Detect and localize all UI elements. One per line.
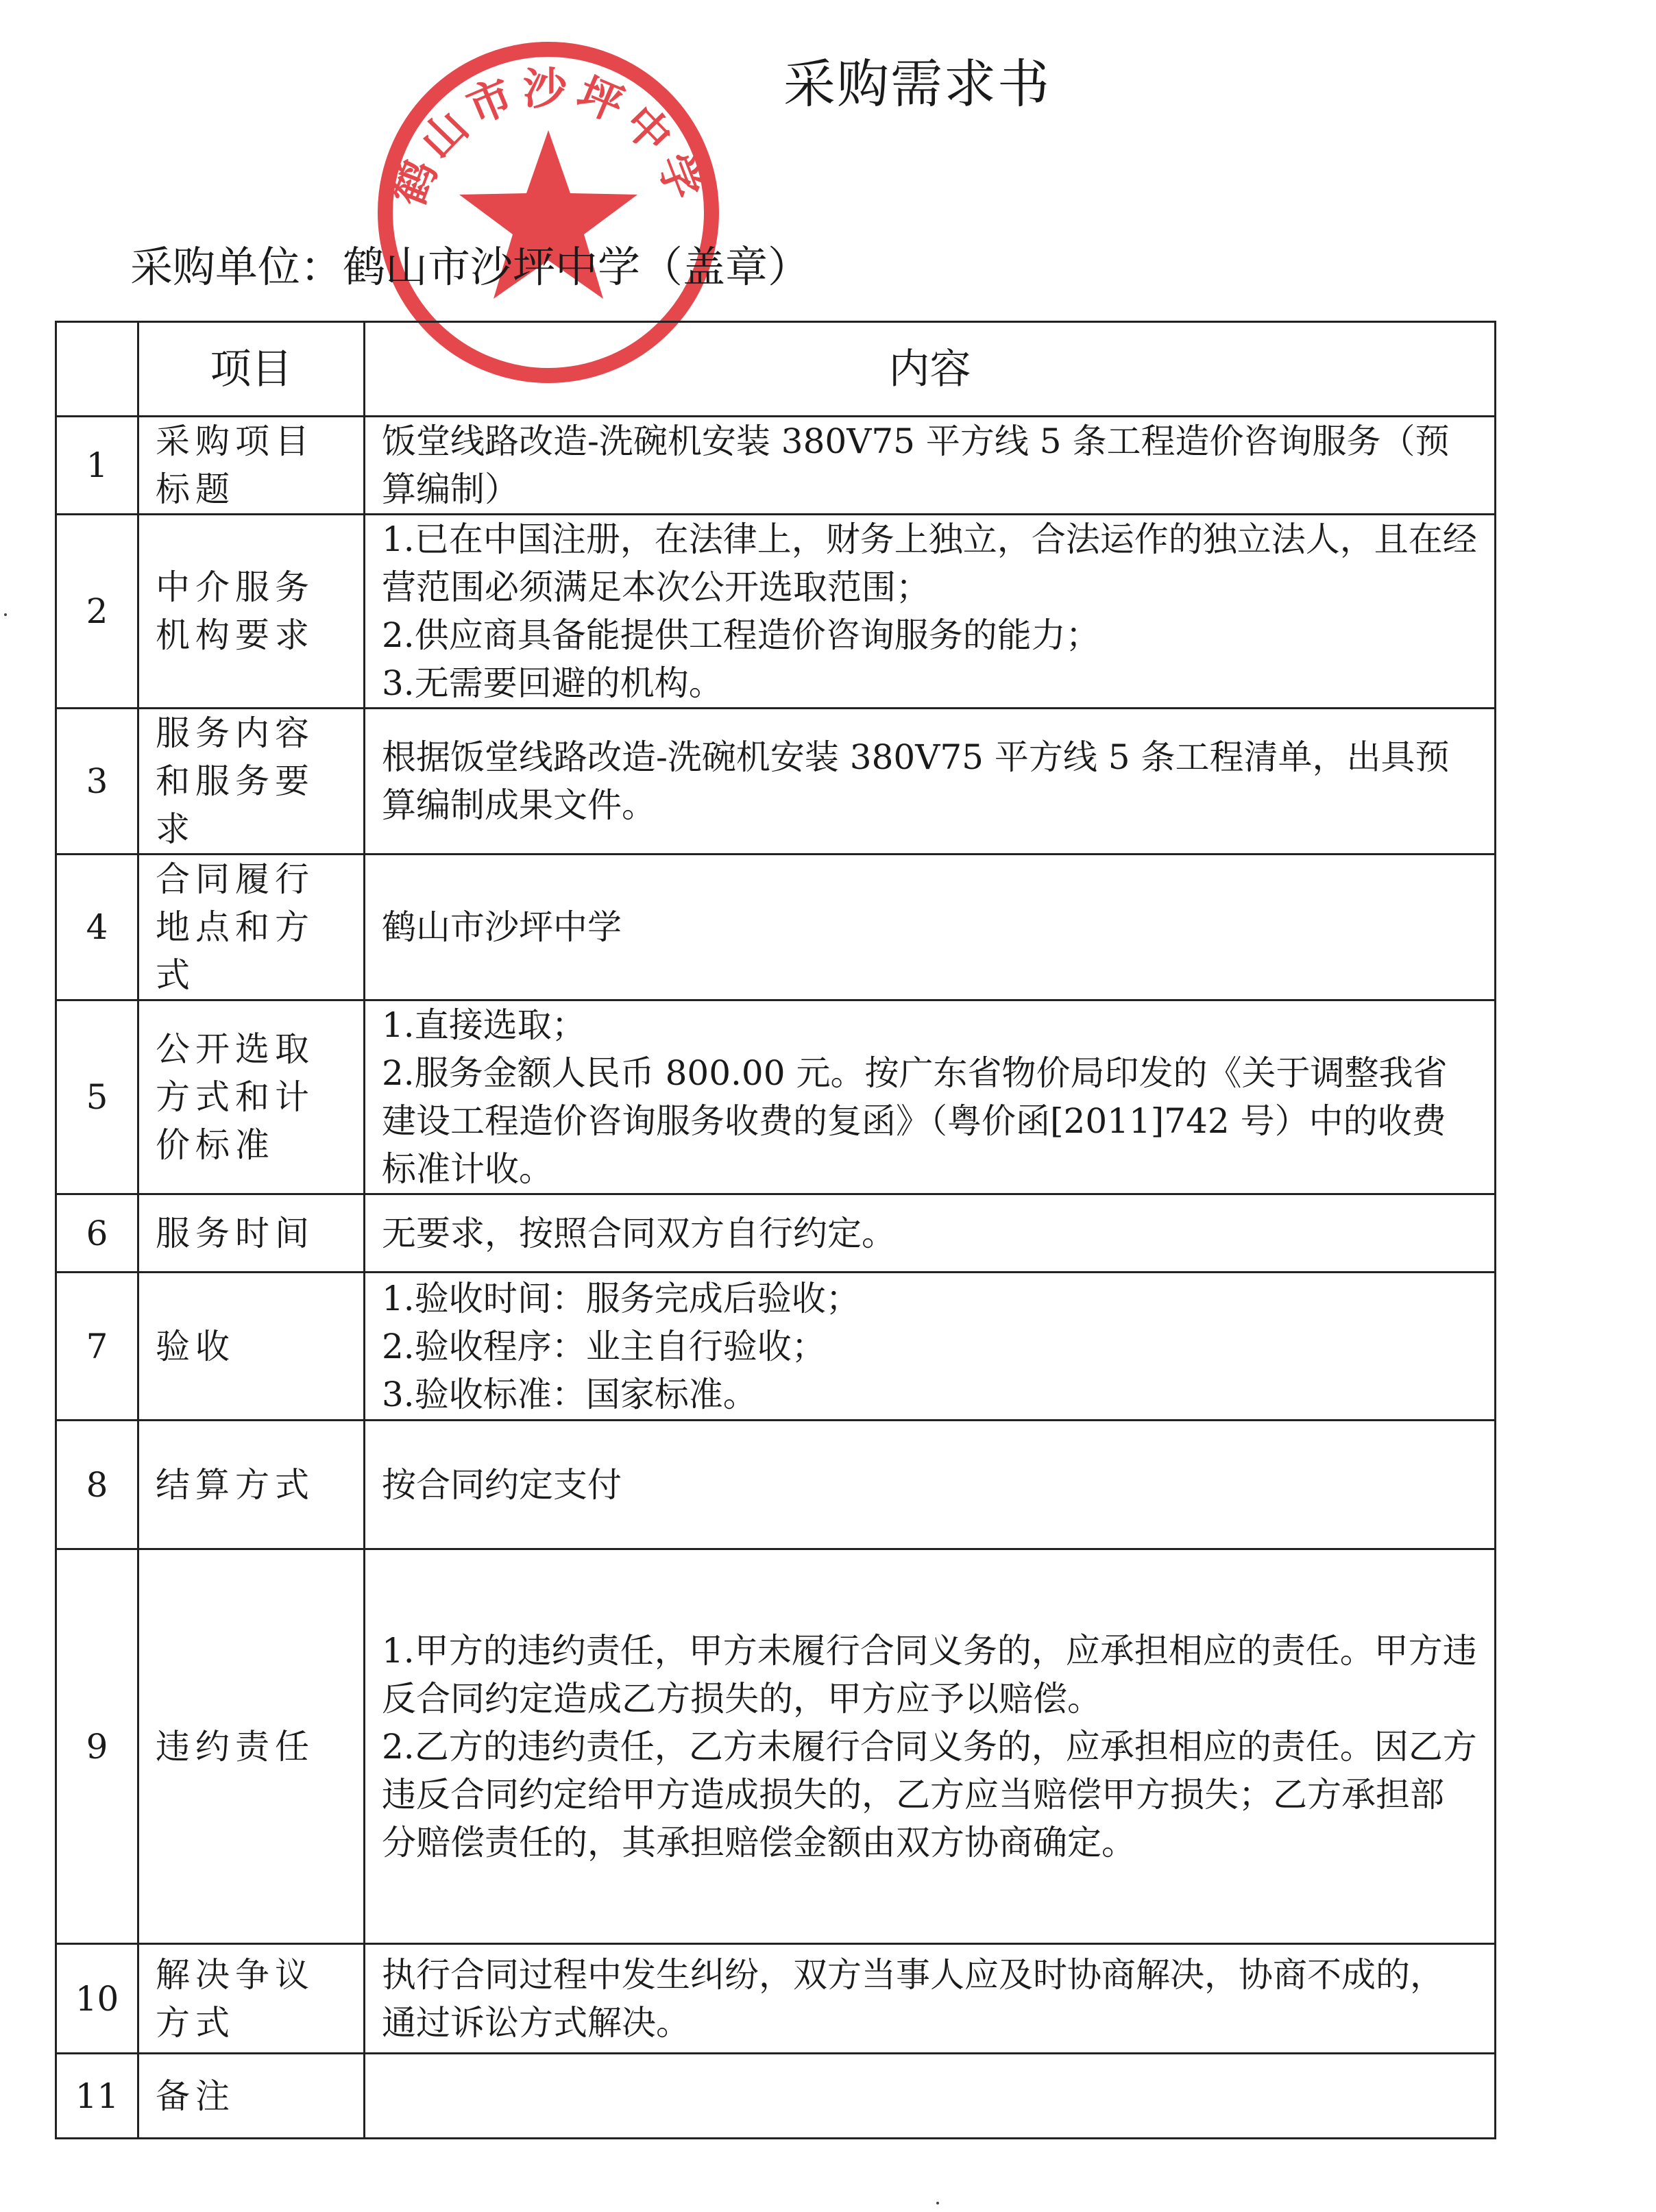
row-number: 1 (56, 417, 138, 515)
content-line: 1.已在中国注册，在法律上，财务上独立，合法运作的独立法人，且在经营范围必须满足本次公开选取范围； (382, 519, 1477, 607)
table-row (56, 515, 1496, 709)
row-number: 6 (56, 1194, 138, 1273)
content-line: 2.验收程序：业主自行验收； (382, 1326, 826, 1366)
content-line: 2.乙方的违约责任，乙方未履行合同义务的，应承担相应的责任。因乙方违反合同约定给甲方造成损失的，乙方应当赔偿甲方损失；乙方承担部分赔偿责任的，其承担赔偿金额由双方协商确定。 (382, 1726, 1477, 1863)
row-item: 合同履行地点和方式 (138, 855, 365, 1000)
requirements-table (55, 321, 1496, 2139)
row-content (365, 1421, 1496, 1549)
row-content (365, 417, 1496, 515)
table-row (56, 1549, 1496, 1944)
table-row (56, 1421, 1496, 1549)
row-content (365, 515, 1496, 709)
content-line: 2.供应商具备能提供工程造价咨询服务的能力； (382, 615, 1100, 655)
table-header-row (56, 322, 1496, 417)
table-row (56, 1944, 1496, 2054)
row-content (365, 1194, 1496, 1273)
row-item: 服务时间 (138, 1194, 365, 1273)
table-row (56, 417, 1496, 515)
document-title: 采购需求书 (783, 53, 1051, 114)
content-line: 2.服务金额人民币 800.00 元。按广东省物价局印发的《关于调整我省建设工程造价咨询服务收费的复函》（粤价函[2011]742 号）中的收费标准计收。 (382, 1053, 1448, 1189)
row-item: 公开选取方式和计价标准 (138, 1000, 365, 1194)
header-number (56, 322, 138, 417)
purchaser-line: 采购单位：鹤山市沙坪中学（盖章） (130, 242, 811, 292)
row-number: 4 (56, 855, 138, 1000)
content-line: 执行合同过程中发生纠纷，双方当事人应及时协商解决，协商不成的，通过诉讼方式解决。 (382, 1954, 1444, 2043)
row-number: 9 (56, 1549, 138, 1944)
row-item: 服务内容和服务要求 (138, 709, 365, 855)
row-number: 3 (56, 709, 138, 855)
row-number: 8 (56, 1421, 138, 1549)
table-row (56, 1000, 1496, 1194)
header-item: 项目 (138, 322, 365, 417)
row-content (365, 709, 1496, 855)
row-number: 2 (56, 515, 138, 709)
row-content (365, 1273, 1496, 1421)
row-item: 中介服务机构要求 (138, 515, 365, 709)
row-item: 验收 (138, 1273, 365, 1421)
row-content (365, 855, 1496, 1000)
content-line: 1.直接选取； (382, 1005, 586, 1045)
svg-text:鹤山市沙坪中学: 鹤山市沙坪中学 (383, 64, 714, 213)
content-line: 1.甲方的违约责任，甲方未履行合同义务的，应承担相应的责任。甲方违反合同约定造成乙方损失的，甲方应予以赔偿。 (382, 1630, 1477, 1719)
content-line: 鹤山市沙坪中学 (382, 907, 622, 947)
table-row (56, 1194, 1496, 1273)
header-content: 内容 (365, 322, 1496, 417)
table-row (56, 855, 1496, 1000)
table-row (56, 2054, 1496, 2139)
row-item: 解决争议方式 (138, 1944, 365, 2054)
content-line: 1.验收时间：服务完成后验收； (382, 1278, 860, 1318)
content-line: 按合同约定支付 (382, 1464, 622, 1505)
row-number: 11 (56, 2054, 138, 2139)
scan-speck (936, 2202, 939, 2204)
content-line: 3.验收标准：国家标准。 (382, 1374, 757, 1414)
row-item: 备注 (138, 2054, 365, 2139)
row-number: 7 (56, 1273, 138, 1421)
content-line: 3.无需要回避的机构。 (382, 663, 723, 703)
row-item: 采购项目标题 (138, 417, 365, 515)
row-number: 5 (56, 1000, 138, 1194)
content-line: 根据饭堂线路改造-洗碗机安装 380V75 平方线 5 条工程清单，出具预算编制成果文件。 (382, 737, 1450, 825)
row-content (365, 1944, 1496, 2054)
content-line: 饭堂线路改造-洗碗机安装 380V75 平方线 5 条工程造价咨询服务（预算编制） (382, 421, 1450, 509)
row-item: 结算方式 (138, 1421, 365, 1549)
table-row (56, 1273, 1496, 1421)
table-row (56, 709, 1496, 855)
scan-speck (4, 613, 7, 616)
content-line: 无要求，按照合同双方自行约定。 (382, 1213, 896, 1253)
row-item: 违约责任 (138, 1549, 365, 1944)
row-content (365, 1549, 1496, 1944)
row-number: 10 (56, 1944, 138, 2054)
row-content (365, 1000, 1496, 1194)
row-content (365, 2054, 1496, 2139)
